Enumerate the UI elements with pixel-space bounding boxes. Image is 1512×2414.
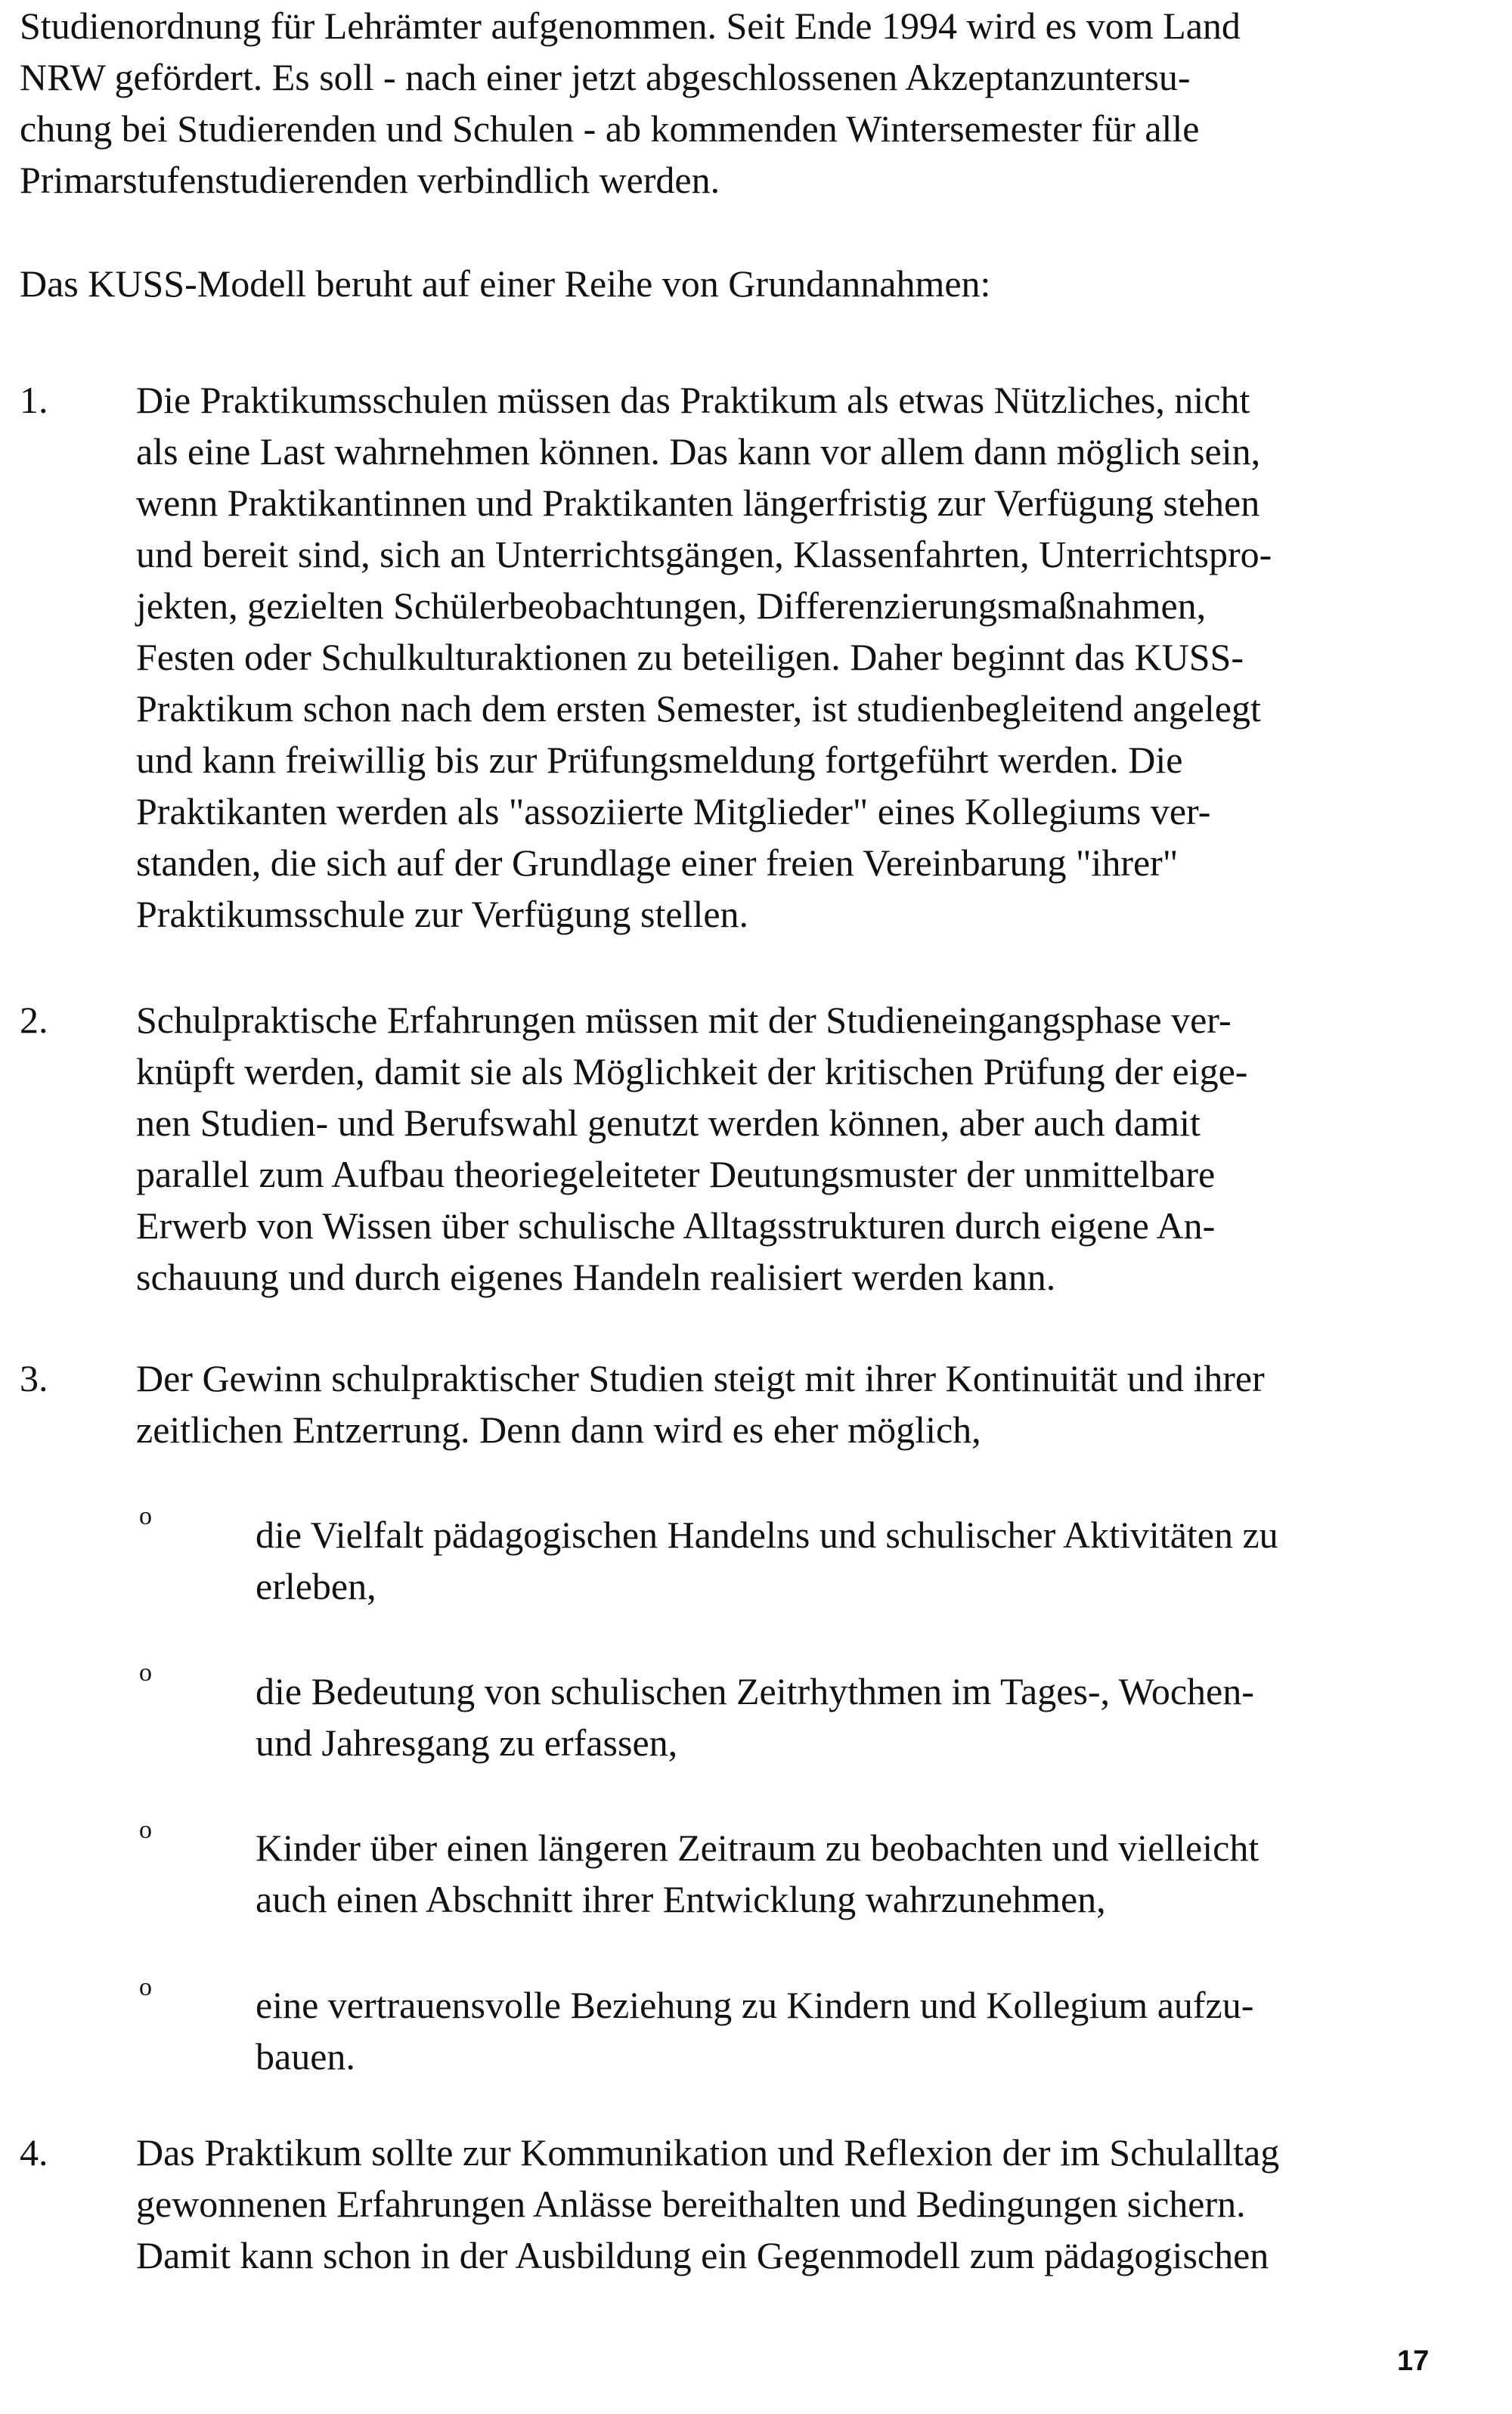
item-number: 2. <box>20 999 48 1041</box>
lead-sentence: Das KUSS-Modell beruht auf einer Reihe von Grundannahmen: <box>20 262 991 305</box>
sub-bullet-item-3 <box>256 1822 1259 1925</box>
sub-bullet-item-1 <box>256 1509 1278 1612</box>
item-line: und kann freiwillig bis zur Prüfungsmeldung fortgeführt werden. Die <box>136 739 1183 781</box>
circle-bullet-icon: o <box>139 1659 152 1687</box>
item-line: knüpft werden, damit sie als Möglichkeit der kritischen Prüfung der eige- <box>136 1050 1248 1092</box>
numbered-item-2 <box>136 994 1247 1303</box>
sub-bullet-line: die Vielfalt pädagogischen Handelns und schulischer Aktivitäten zu <box>256 1514 1278 1556</box>
item-line: gewonnenen Erfahrungen Anlässe bereithalten und Bedingungen sichern. <box>136 2183 1246 2225</box>
item-line: zeitlichen Entzerrung. Denn dann wird es eher möglich, <box>136 1408 981 1451</box>
circle-bullet-icon: o <box>139 1973 152 2001</box>
sub-bullet-line: und Jahresgang zu erfassen, <box>256 1721 678 1764</box>
sub-bullet-line: die Bedeutung von schulischen Zeitrhythmen im Tages-, Wochen- <box>256 1670 1254 1712</box>
sub-bullet-line: auch einen Abschnitt ihrer Entwicklung wahrzunehmen, <box>256 1878 1106 1920</box>
sub-bullet-line: bauen. <box>256 2035 355 2078</box>
item-line: Erwerb von Wissen über schulische Alltagsstrukturen durch eigene An- <box>136 1204 1216 1247</box>
item-line: parallel zum Aufbau theoriegeleiteter Deutungsmuster der unmittelbare <box>136 1153 1216 1195</box>
item-line: Praktikum schon nach dem ersten Semester, ist studienbegleitend angelegt <box>136 687 1261 730</box>
item-line: Die Praktikumsschulen müssen das Praktikum als etwas Nützliches, nicht <box>136 379 1250 421</box>
item-line: wenn Praktikantinnen und Praktikanten längerfristig zur Verfügung stehen <box>136 482 1260 524</box>
item-number: 3. <box>20 1357 48 1399</box>
item-number: 4. <box>20 2131 48 2174</box>
item-line: und bereit sind, sich an Unterrichtsgängen, Klassenfahrten, Unterrichtspro- <box>136 533 1272 575</box>
item-line: Praktikanten werden als "assoziierte Mitglieder" eines Kollegiums ver- <box>136 790 1211 832</box>
intro-line: Primarstufenstudierenden verbindlich werden. <box>20 159 720 201</box>
item-line: Der Gewinn schulpraktischer Studien steigt mit ihrer Kontinuität und ihrer <box>136 1357 1265 1399</box>
item-number: 1. <box>20 379 48 421</box>
numbered-item-3 <box>136 1353 1265 1455</box>
intro-paragraph <box>20 0 1241 206</box>
item-line: schauung und durch eigenes Handeln realisiert werden kann. <box>136 1256 1056 1298</box>
numbered-item-4 <box>136 2127 1279 2281</box>
sub-bullet-line: Kinder über einen längeren Zeitraum zu beobachten und vielleicht <box>256 1827 1259 1869</box>
sub-bullet-item-4 <box>256 1979 1253 2082</box>
intro-line: NRW gefördert. Es soll - nach einer jetzt abgeschlossenen Akzeptanzuntersu- <box>20 56 1191 98</box>
intro-line: Studienordnung für Lehrämter aufgenommen. Seit Ende 1994 wird es vom Land <box>20 5 1241 47</box>
sub-bullet-line: erleben, <box>256 1565 376 1607</box>
item-line: Das Praktikum sollte zur Kommunikation und Reflexion der im Schulalltag <box>136 2131 1280 2174</box>
item-line: standen, die sich auf der Grundlage einer freien Vereinbarung "ihrer" <box>136 841 1179 884</box>
item-line: als eine Last wahrnehmen können. Das kann vor allem dann möglich sein, <box>136 430 1261 473</box>
item-line: nen Studien- und Berufswahl genutzt werden können, aber auch damit <box>136 1102 1201 1144</box>
intro-line: chung bei Studierenden und Schulen - ab kommenden Wintersemester für alle <box>20 107 1200 150</box>
item-line: Damit kann schon in der Ausbildung ein Gegenmodell zum pädagogischen <box>136 2234 1269 2276</box>
sub-bullet-line: eine vertrauensvolle Beziehung zu Kindern und Kollegium aufzu- <box>256 1984 1254 2026</box>
item-line: Schulpraktische Erfahrungen müssen mit der Studieneingangsphase ver- <box>136 999 1232 1041</box>
page-number: 17 <box>1397 2345 1430 2377</box>
circle-bullet-icon: o <box>139 1816 152 1844</box>
item-line: jekten, gezielten Schülerbeobachtungen, Differenzierungsmaßnahmen, <box>136 584 1207 627</box>
sub-bullet-item-2 <box>256 1666 1254 1768</box>
numbered-item-1 <box>136 374 1272 940</box>
item-line: Praktikumsschule zur Verfügung stellen. <box>136 893 749 935</box>
item-line: Festen oder Schulkulturaktionen zu beteiligen. Daher beginnt das KUSS- <box>136 636 1244 678</box>
circle-bullet-icon: o <box>139 1502 152 1530</box>
